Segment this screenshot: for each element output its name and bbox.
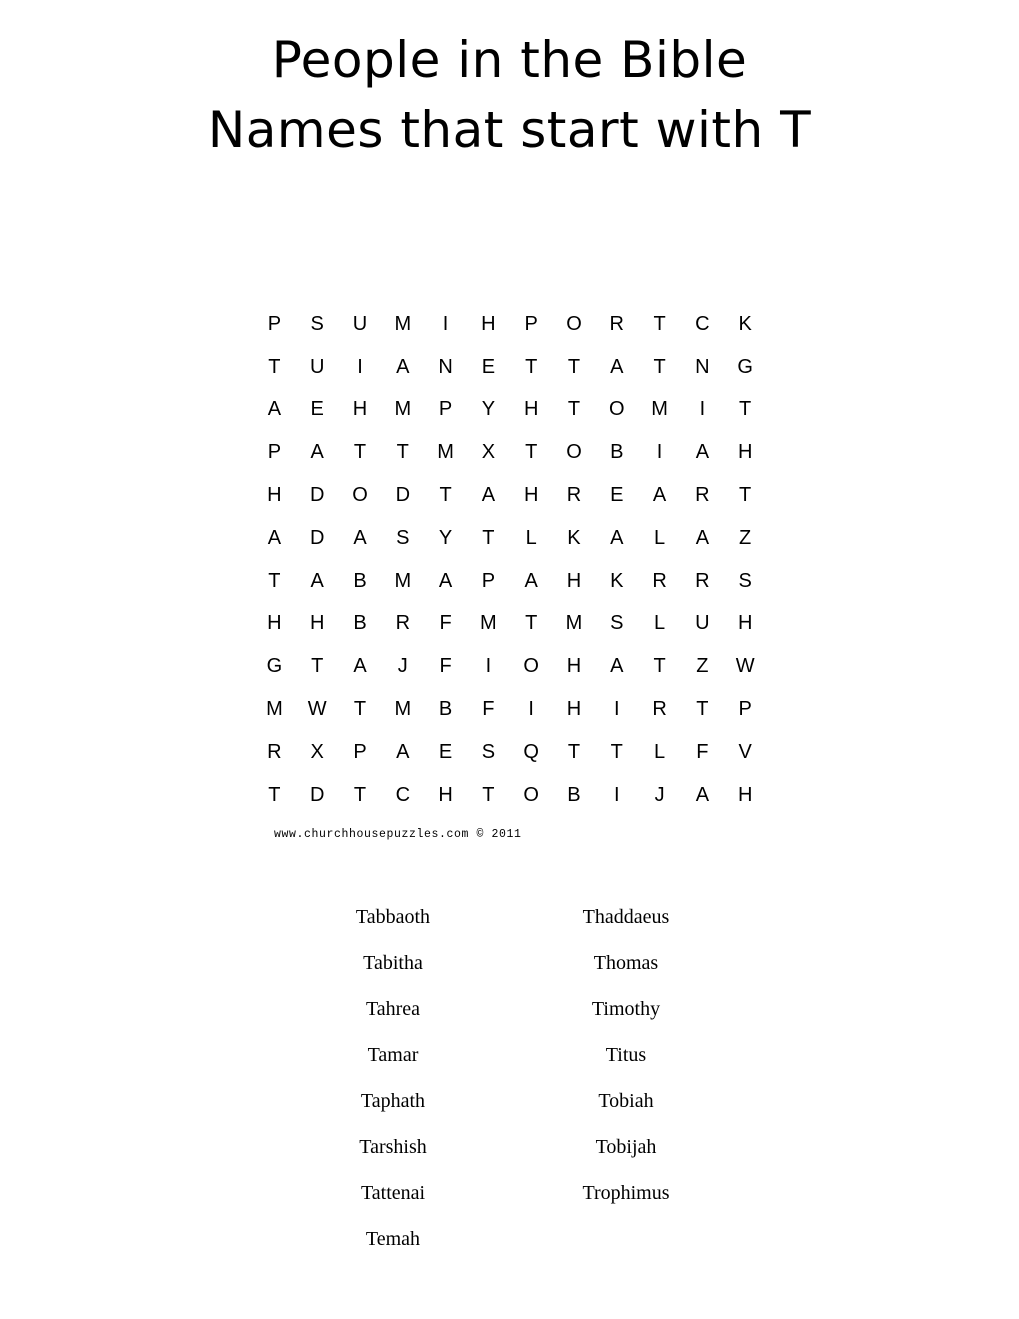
grid-letter[interactable]: P (353, 740, 367, 763)
grid-letter[interactable]: M (394, 569, 412, 592)
word-list-item: Timothy (591, 998, 661, 1020)
grid-letter[interactable]: M (394, 698, 412, 721)
grid-letter[interactable]: B (610, 441, 624, 464)
grid-letter[interactable]: H (309, 612, 325, 635)
grid-letter[interactable]: B (567, 783, 581, 806)
grid-letter[interactable]: A (610, 355, 624, 378)
grid-letter[interactable]: T (567, 355, 581, 378)
grid-letter[interactable]: D (395, 484, 411, 507)
grid-letter[interactable]: T (525, 612, 538, 635)
grid-letter[interactable]: T (396, 441, 409, 464)
grid-letter[interactable]: F (439, 655, 452, 678)
word-list-item: Tamar (367, 1044, 419, 1066)
grid-letter[interactable]: R (566, 484, 582, 507)
grid-letter[interactable]: T (353, 698, 367, 721)
grid-letter[interactable]: P (438, 398, 453, 421)
grid-row (253, 603, 767, 646)
grid-row (253, 645, 767, 688)
grid-letter[interactable]: A (524, 569, 538, 592)
grid-letter[interactable]: E (438, 740, 453, 763)
grid-letter[interactable]: T (567, 398, 581, 421)
grid-row (253, 774, 767, 817)
grid-letter[interactable]: P (267, 312, 282, 335)
grid-letter[interactable]: A (310, 441, 324, 464)
grid-letter[interactable]: F (696, 740, 709, 763)
grid-letter[interactable]: T (482, 526, 495, 549)
grid-letter[interactable]: E (481, 355, 496, 378)
grid-letter[interactable]: N (695, 355, 710, 378)
grid-letter[interactable]: F (439, 612, 452, 635)
grid-letter[interactable]: H (566, 698, 582, 721)
grid-letter[interactable]: A (481, 484, 496, 507)
grid-letter[interactable]: M (266, 698, 283, 721)
word-list-left (283, 900, 503, 1268)
grid-letter[interactable]: T (439, 484, 452, 507)
grid-letter[interactable]: E (610, 484, 624, 507)
grid-letter[interactable]: I (485, 655, 492, 678)
grid-letter[interactable]: M (651, 398, 668, 421)
word-list-item: Thomas (593, 952, 659, 974)
grid-letter[interactable]: P (524, 312, 538, 335)
grid-letter[interactable]: R (609, 312, 624, 335)
grid-letter[interactable]: Z (696, 655, 709, 678)
word-list-item: Taphath (360, 1090, 426, 1112)
grid-letter[interactable]: H (737, 441, 753, 464)
grid-letter[interactable]: I (528, 698, 534, 721)
grid-letter[interactable]: F (482, 698, 495, 721)
word-list-right (516, 900, 736, 1222)
grid-letter[interactable]: T (311, 655, 324, 678)
grid-letter[interactable]: Y (438, 526, 453, 549)
grid-letter[interactable]: Y (481, 398, 496, 421)
grid-letter[interactable]: L (654, 740, 666, 763)
grid-letter[interactable]: A (396, 740, 410, 763)
grid-letter[interactable]: A (267, 398, 282, 421)
grid-letter[interactable]: B (353, 569, 367, 592)
grid-letter[interactable]: K (738, 312, 752, 335)
grid-letter[interactable]: P (481, 569, 496, 592)
grid-letter[interactable]: S (396, 526, 410, 549)
grid-letter[interactable]: A (267, 526, 282, 549)
grid-letter[interactable]: T (653, 312, 666, 335)
grid-letter[interactable]: T (696, 698, 709, 721)
grid-letter[interactable]: R (395, 612, 411, 635)
grid-letter[interactable]: I (442, 312, 449, 335)
grid-letter[interactable]: T (739, 484, 752, 507)
word-list-item: Trophimus (582, 1182, 670, 1204)
grid-letter[interactable]: U (309, 355, 325, 378)
grid-letter[interactable]: A (652, 484, 667, 507)
grid-letter[interactable]: O (566, 312, 582, 335)
grid-letter[interactable]: T (653, 655, 666, 678)
grid-letter[interactable]: Z (739, 526, 752, 549)
grid-letter[interactable]: A (695, 783, 710, 806)
grid-letter[interactable]: I (613, 783, 620, 806)
grid-letter[interactable]: U (352, 312, 368, 335)
grid-letter[interactable]: X (481, 441, 496, 464)
word-list-item: Temah (365, 1228, 421, 1250)
grid-letter[interactable]: M (437, 441, 454, 464)
grid-row (253, 303, 767, 346)
grid-letter[interactable]: B (353, 612, 367, 635)
grid-row (253, 389, 767, 432)
grid-letter[interactable]: I (656, 441, 663, 464)
grid-letter[interactable]: R (695, 484, 710, 507)
grid-letter[interactable]: I (613, 698, 620, 721)
grid-letter[interactable]: S (481, 740, 496, 763)
word-list-item: Tarshish (359, 1136, 427, 1158)
grid-row (253, 346, 767, 389)
grid-letter[interactable]: C (395, 783, 411, 806)
word-list-item: Titus (605, 1044, 647, 1066)
grid-letter[interactable]: A (438, 569, 453, 592)
grid-row (253, 688, 767, 731)
grid-letter[interactable]: V (738, 740, 752, 763)
grid-letter[interactable]: M (394, 312, 412, 335)
grid-letter[interactable]: T (353, 783, 367, 806)
grid-letter[interactable]: T (482, 783, 495, 806)
grid-letter[interactable]: A (695, 441, 710, 464)
word-list-item: Tabitha (363, 952, 423, 974)
grid-letter[interactable]: W (307, 698, 327, 721)
grid-letter[interactable]: L (654, 612, 666, 635)
grid-letter[interactable]: R (267, 740, 282, 763)
grid-letter[interactable]: H (737, 612, 753, 635)
grid-letter[interactable]: M (565, 612, 583, 635)
grid-letter[interactable]: K (567, 526, 581, 549)
grid-letter[interactable]: H (267, 484, 282, 507)
grid-letter[interactable]: O (523, 783, 539, 806)
grid-letter[interactable]: X (310, 740, 324, 763)
grid-row (253, 731, 767, 774)
grid-letter[interactable]: O (566, 441, 582, 464)
grid-letter[interactable]: L (654, 526, 666, 549)
grid-letter[interactable]: A (353, 655, 367, 678)
grid-letter[interactable]: M (394, 398, 412, 421)
grid-row (253, 560, 767, 603)
grid-letter[interactable]: T (739, 398, 752, 421)
grid-letter[interactable]: R (695, 569, 710, 592)
word-list-item: Tobijah (595, 1136, 657, 1158)
grid-letter[interactable]: T (525, 441, 538, 464)
grid-letter[interactable]: L (525, 526, 537, 549)
grid-letter[interactable]: M (480, 612, 497, 635)
word-list-item: Tobiah (598, 1090, 654, 1112)
grid-letter[interactable]: T (268, 783, 281, 806)
grid-letter[interactable]: H (566, 569, 582, 592)
grid-letter[interactable]: B (438, 698, 453, 721)
word-list-item: Thaddaeus (582, 906, 670, 928)
grid-letter[interactable]: A (396, 355, 410, 378)
grid-letter[interactable]: O (352, 484, 368, 507)
grid-letter[interactable]: R (652, 698, 667, 721)
grid-letter[interactable]: K (610, 569, 624, 592)
grid-letter[interactable]: H (267, 612, 282, 635)
page-title: People in the Bible (271, 31, 748, 89)
grid-letter[interactable]: J (654, 783, 665, 806)
grid-letter[interactable]: A (353, 526, 367, 549)
grid-letter[interactable]: O (608, 398, 625, 421)
grid-letter[interactable]: J (397, 655, 408, 678)
grid-letter[interactable]: H (737, 783, 753, 806)
grid-letter[interactable]: U (695, 612, 710, 635)
grid-letter[interactable]: O (523, 655, 539, 678)
grid-letter[interactable]: T (268, 569, 281, 592)
grid-letter[interactable]: S (610, 612, 624, 635)
grid-letter[interactable]: D (309, 526, 325, 549)
grid-letter[interactable]: T (268, 355, 281, 378)
grid-row (253, 517, 767, 560)
grid-letter[interactable]: H (523, 398, 539, 421)
grid-letter[interactable]: I (357, 355, 363, 378)
word-list-item: Tabbaoth (355, 906, 431, 928)
grid-letter[interactable]: G (737, 355, 753, 378)
grid-letter[interactable]: T (610, 740, 623, 763)
word-search-grid (253, 303, 767, 817)
word-list-item: Tahrea (365, 998, 421, 1020)
grid-letter[interactable]: E (310, 398, 324, 421)
grid-letter[interactable]: G (266, 655, 283, 678)
grid-letter[interactable]: P (738, 698, 752, 721)
grid-row (253, 431, 767, 474)
grid-letter[interactable]: N (438, 355, 453, 378)
grid-letter[interactable]: A (610, 526, 624, 549)
copyright-credit: www.churchhousepuzzles.com © 2011 (274, 828, 522, 841)
grid-letter[interactable]: S (738, 569, 752, 592)
grid-letter[interactable]: T (653, 355, 666, 378)
grid-letter[interactable]: T (567, 740, 581, 763)
grid-letter[interactable]: D (309, 484, 325, 507)
grid-letter[interactable]: Q (523, 740, 539, 763)
grid-letter[interactable]: R (652, 569, 667, 592)
grid-letter[interactable]: A (610, 655, 624, 678)
page-subtitle: Names that start with T (207, 101, 812, 159)
grid-letter[interactable]: S (310, 312, 324, 335)
grid-letter[interactable]: H (566, 655, 582, 678)
word-list-item: Tattenai (360, 1182, 426, 1204)
grid-letter[interactable]: H (481, 312, 496, 335)
grid-letter[interactable]: A (310, 569, 324, 592)
grid-letter[interactable]: W (735, 655, 755, 678)
grid-letter[interactable]: H (352, 398, 368, 421)
grid-letter[interactable]: P (267, 441, 282, 464)
grid-row (253, 474, 767, 517)
grid-letter[interactable]: I (699, 398, 706, 421)
grid-letter[interactable]: D (309, 783, 325, 806)
grid-letter[interactable]: H (523, 484, 539, 507)
grid-letter[interactable]: H (438, 783, 453, 806)
grid-letter[interactable]: A (695, 526, 710, 549)
grid-letter[interactable]: C (695, 312, 710, 335)
grid-letter[interactable]: T (353, 441, 367, 464)
grid-letter[interactable]: T (525, 355, 538, 378)
